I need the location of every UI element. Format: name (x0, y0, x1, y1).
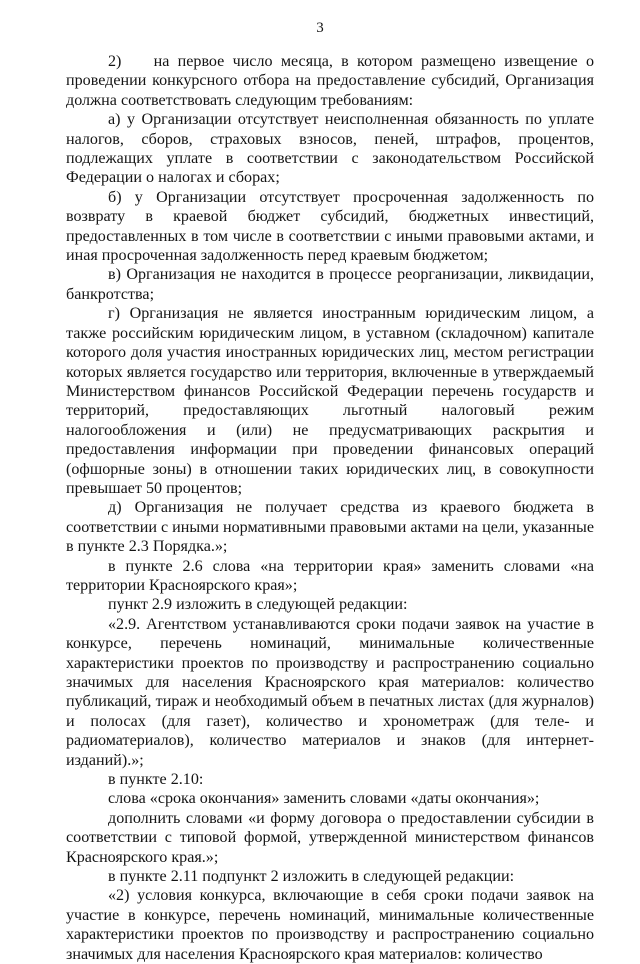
paragraph-clause-2-10-intro: в пункте 2.10: (108, 771, 204, 789)
paragraph-clause-2-11-intro: в пункте 2.11 подпункт 2 изложить в следующей редакции: (108, 868, 515, 886)
document-body (66, 52, 594, 964)
paragraph-item-v: в) Организация не находится в процессе реорганизации, ликвидации, банкротства; (66, 266, 594, 303)
paragraph-item-d: д) Организация не получает средства из краевого бюджета в соответствии с иными нормативными правовыми актами на цели, указанные в пункте 2.3 Порядка.»; (66, 499, 594, 556)
paragraph-clause-2-6: в пункте 2.6 слова «на территории края» заменить словами «на территории Красноярского края»; (66, 557, 594, 594)
paragraph-requirements-intro: 2) на первое число месяца, в котором размещено извещение о проведении конкурсного отбора на предоставление субсидий, Организация должна соответствовать следующим требованиям: (66, 53, 594, 109)
paragraph-clause-2-9-intro: пункт 2.9 изложить в следующей редакции: (108, 596, 408, 614)
paragraph-item-a: а) у Организации отсутствует неисполненная обязанность по уплате налогов, сборов, страховых взносов, пеней, штрафов, процентов, подлежащих уплате в соответствии с законодательством Российской Федерации о налогах и сборах; (66, 111, 594, 187)
paragraph-clause-2-9-text: «2.9. Агентством устанавливаются сроки подачи заявок на участие в конкурсе, перечень номинаций, минимальные количественные характеристики проектов по производству и распространению социально значимых для населения Красноярского края материалов: количество публикаций, тираж и необходимый объем в печатных листах (для журналов) и полосах (для газет), количество и хронометраж (для теле- и радиоматериалов), количество материалов и знаков (для интернет-изданий).»; (66, 615, 594, 769)
paragraph-item-b: б) у Организации отсутствует просроченная задолженность по возврату в краевой бюджет субсидий, бюджетных инвестиций, предоставленных в том числе в соответствии с иными правовыми актами, и иная просроченная задолженность перед краевым бюджетом; (66, 188, 594, 265)
paragraph-item-g: г) Организация не является иностранным юридическим лицом, а также российским юридическим лицом, в уставном (складочном) капитале которого доля участия иностранных юридических лиц, местом регистрации которых является государство или территория, включенные в утверждаемый Министерством финансов Российской Федерации перечень государств и территорий, предоставляющих льготный налоговый режим налогообложения и (или) не предусматривающих раскрытия и предоставления информации при проведении финансовых операций (офшорные зоны) в отношении таких юридических лиц, в совокупности превышает 50 процентов; (66, 305, 594, 497)
paragraph-clause-2-11-text: «2) условия конкурса, включающие в себя сроки подачи заявок на участие в конкурсе, перечень номинаций, минимальные количественные характеристики проектов по производству и распространению социально значимых для населения Красноярского края материалов: количество (66, 887, 594, 963)
page-number: 3 (316, 20, 324, 36)
paragraph-clause-2-10-addition: дополнить словами «и форму договора о предоставлении субсидии в соответствии с типовой формой, утвержденной министерством финансов Красноярского края.»; (66, 809, 594, 866)
paragraph-clause-2-10-words: слова «срока окончания» заменить словами «даты окончания»; (108, 790, 540, 808)
